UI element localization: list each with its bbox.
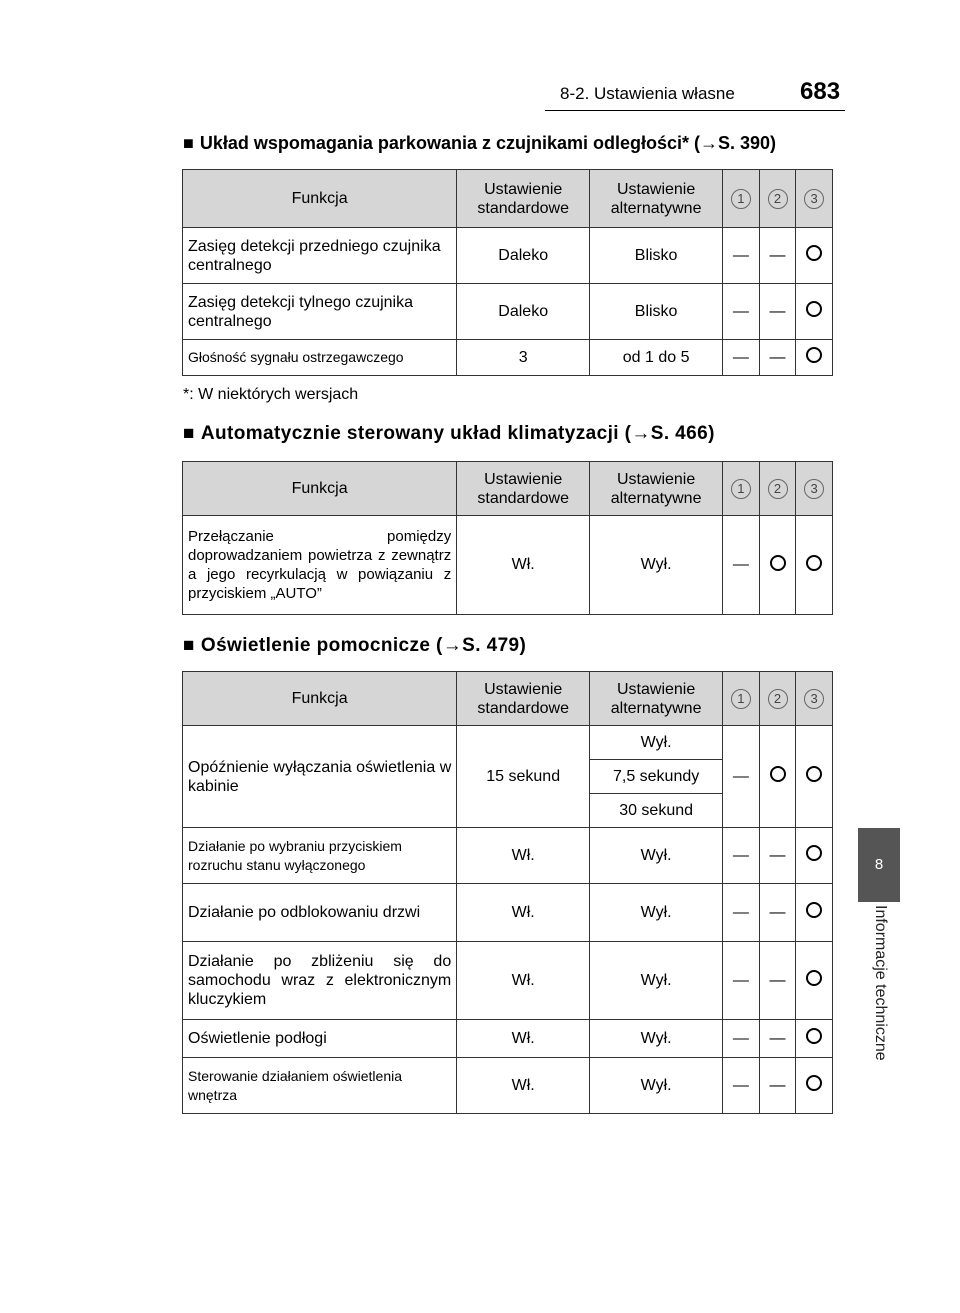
section-heading-lighting [183,635,526,657]
function-cell: Przełączanie pomiędzy doprowadzaniem powietrza z zewnątrz a jego recyrkulacją w powiązaniu z przyciskiem „AUTO” [183,516,457,615]
dash-cell: — [759,942,796,1020]
function-cell: Sterowanie działaniem oświetlenia wnętrza [183,1058,457,1114]
circle-mark-icon [806,766,822,782]
circle-cell [796,884,833,942]
dash-cell: — [759,284,796,340]
col-header-1 [723,170,760,228]
alternative-cell: Wył. [590,1020,723,1058]
circle-cell [759,726,796,828]
dash-cell: — [759,828,796,884]
table-row [183,884,833,942]
section-heading-climate [183,423,715,445]
circled-number-2-icon: 2 [768,479,788,499]
circle-mark-icon [806,1075,822,1091]
function-cell: Zasięg detekcji tylnego czujnika centralnego [183,284,457,340]
square-bullet-icon: ■ [183,133,194,153]
section-heading-text: Oświetlenie pomocnicze (→S. 479) [200,635,527,656]
default-cell: Wł. [457,1020,590,1058]
table-row [183,516,833,615]
dash-cell: — [759,228,796,284]
col-header-3 [796,672,833,726]
dash-cell: — [723,1058,760,1114]
col-header-3 [796,170,833,228]
table-header-row [183,170,833,228]
dash-cell: — [759,340,796,376]
circle-cell [796,228,833,284]
circle-mark-icon [806,1028,822,1044]
dash-cell: — [759,1058,796,1114]
col-header-default: Ustawienie standardowe [457,170,590,228]
function-cell: Oświetlenie podłogi [183,1020,457,1058]
alternative-cell: Wył. [590,1058,723,1114]
dash-cell: — [759,884,796,942]
table-header-row [183,672,833,726]
chapter-label-text: Informacje techniczne [872,905,889,1061]
circle-cell [796,340,833,376]
default-cell: 15 sekund [457,726,590,828]
alternative-cell: Blisko [590,284,723,340]
col-header-1 [723,462,760,516]
circle-mark-icon [806,245,822,261]
page-number: 683 [800,78,841,105]
alternative-cell: Blisko [590,228,723,284]
circled-number-3-icon: 3 [804,189,824,209]
col-header-2 [759,462,796,516]
alternative-cell: Wył. [590,726,723,760]
table-row [183,726,833,760]
circle-mark-icon [806,970,822,986]
section-heading-parking-sensors [183,133,776,154]
dash-cell: — [759,1020,796,1058]
circled-number-3-icon: 3 [804,479,824,499]
dash-cell: — [723,726,760,828]
function-cell: Opóźnienie wyłączania oświetlenia w kabinie [183,726,457,828]
table-row [183,942,833,1020]
table-row [183,284,833,340]
col-header-default: Ustawienie standardowe [457,462,590,516]
circle-cell [796,942,833,1020]
col-header-function: Funkcja [183,672,457,726]
col-header-alternative: Ustawienie alternatywne [590,672,723,726]
alternative-cell: 30 sekund [590,794,723,828]
alternative-cell: Wył. [590,516,723,615]
col-header-1 [723,672,760,726]
dash-cell: — [723,516,760,615]
alternative-cell: Wył. [590,884,723,942]
footnote: *: W niektórych wersjach [183,386,359,403]
default-cell: 3 [457,340,590,376]
square-bullet-icon: ■ [183,635,195,656]
circle-mark-icon [806,845,822,861]
circled-number-1-icon: 1 [731,689,751,709]
running-header-title: 8-2. Ustawienia własne [560,84,735,103]
col-header-default: Ustawienie standardowe [457,672,590,726]
alternative-cell: 7,5 sekundy [590,760,723,794]
col-header-alternative: Ustawienie alternatywne [590,462,723,516]
table-row [183,1020,833,1058]
table-row [183,340,833,376]
settings-table-lighting [182,671,833,1114]
circle-cell [796,1020,833,1058]
circled-number-1-icon: 1 [731,189,751,209]
default-cell: Wł. [457,884,590,942]
circle-cell [796,726,833,828]
dash-cell: — [723,884,760,942]
function-cell: Głośność sygnału ostrzegawczego [183,340,457,376]
col-header-2 [759,170,796,228]
circle-cell [796,1058,833,1114]
default-cell: Wł. [457,828,590,884]
chapter-label [858,905,900,1105]
circled-number-3-icon: 3 [804,689,824,709]
square-bullet-icon: ■ [183,423,195,444]
alternative-cell: Wył. [590,942,723,1020]
circle-mark-icon [806,555,822,571]
dash-cell: — [723,942,760,1020]
col-header-function: Funkcja [183,170,457,228]
circled-number-2-icon: 2 [768,189,788,209]
default-cell: Wł. [457,942,590,1020]
table-row [183,1058,833,1114]
circle-mark-icon [770,766,786,782]
circle-cell [796,516,833,615]
function-cell: Działanie po zbliżeniu się do samochodu wraz z elektronicznym kluczykiem [183,942,457,1020]
dash-cell: — [723,828,760,884]
function-cell: Działanie po wybraniu przyciskiem rozruchu stanu wyłączonego [183,828,457,884]
dash-cell: — [723,340,760,376]
default-cell: Wł. [457,1058,590,1114]
circle-mark-icon [770,555,786,571]
function-cell: Zasięg detekcji przedniego czujnika centralnego [183,228,457,284]
circle-cell [796,284,833,340]
default-cell: Daleko [457,228,590,284]
circle-mark-icon [806,347,822,363]
section-heading-text: Układ wspomagania parkowania z czujnikami odległości* (→S. 390) [199,133,777,153]
circled-number-1-icon: 1 [731,479,751,499]
alternative-cell: od 1 do 5 [590,340,723,376]
col-header-function: Funkcja [183,462,457,516]
chapter-tab: 8 [858,828,900,902]
circle-cell [796,828,833,884]
table-row [183,828,833,884]
table-header-row [183,462,833,516]
default-cell: Wł. [457,516,590,615]
alternative-cell: Wył. [590,828,723,884]
default-cell: Daleko [457,284,590,340]
settings-table-climate [182,461,833,615]
dash-cell: — [723,1020,760,1058]
section-heading-text: Automatycznie sterowany układ klimatyzacji (→S. 466) [200,423,715,444]
dash-cell: — [723,228,760,284]
col-header-3 [796,462,833,516]
settings-table-parking [182,169,833,376]
col-header-2 [759,672,796,726]
dash-cell: — [723,284,760,340]
function-cell: Działanie po odblokowaniu drzwi [183,884,457,942]
circle-cell [759,516,796,615]
circle-mark-icon [806,301,822,317]
circle-mark-icon [806,902,822,918]
col-header-alternative: Ustawienie alternatywne [590,170,723,228]
table-row [183,228,833,284]
circled-number-2-icon: 2 [768,689,788,709]
header-divider [545,110,845,111]
